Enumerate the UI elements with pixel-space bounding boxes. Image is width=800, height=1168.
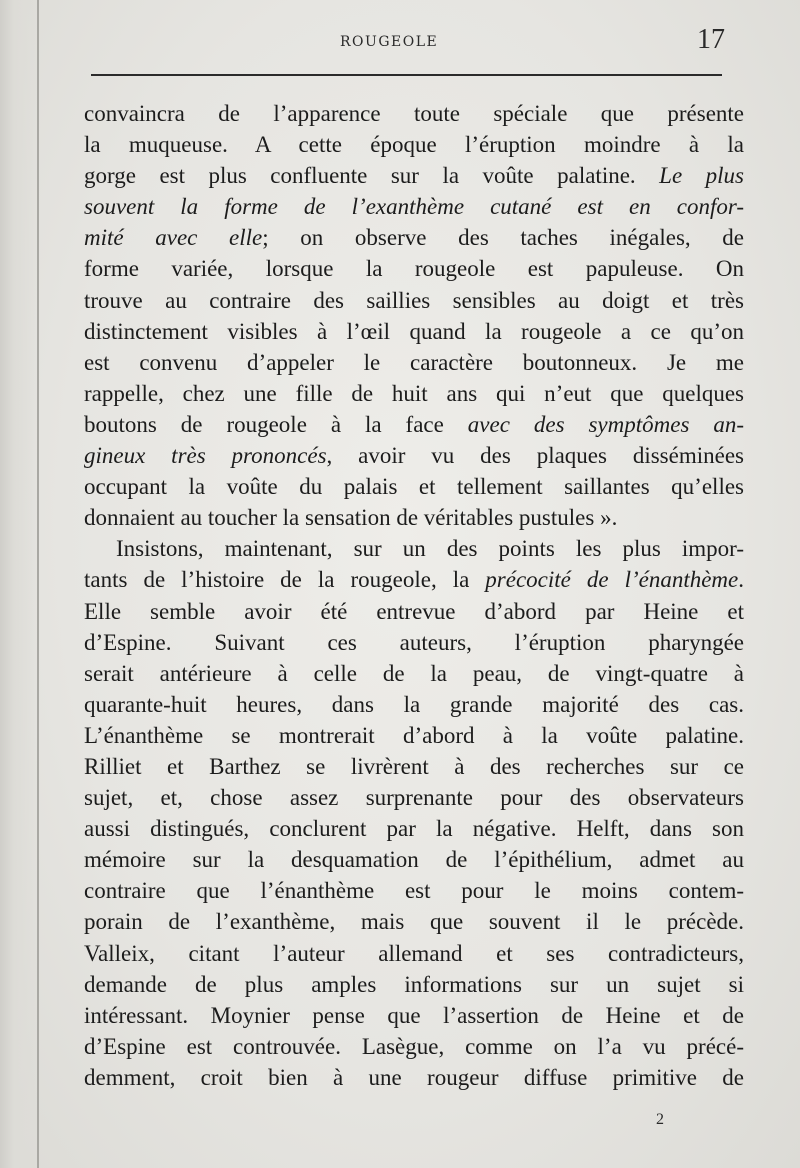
text-run: aussi distingués, conclurent par la négative. Helft, dans son xyxy=(84,816,744,842)
text-run: gorge est plus confluente sur la voûte palatine. xyxy=(84,163,660,189)
text-line xyxy=(84,564,744,595)
text-line xyxy=(84,285,744,316)
text-line xyxy=(84,689,744,720)
text-run: porain de l’exanthème, mais que souvent il le précède. xyxy=(84,909,744,935)
header-rule xyxy=(91,74,722,76)
text-line xyxy=(84,160,744,191)
italic-text-run: mité avec elle xyxy=(84,225,263,251)
text-run: ; on observe des taches inégales, de xyxy=(262,225,745,251)
text-line xyxy=(84,129,744,160)
text-line xyxy=(84,471,744,502)
text-line xyxy=(84,1062,744,1093)
text-line xyxy=(84,502,744,533)
text-line xyxy=(84,875,744,906)
text-line xyxy=(84,813,744,844)
text-run: L’énanthème se montrerait d’abord à la voûte palatine. xyxy=(84,722,744,748)
text-line xyxy=(84,844,744,875)
text-run: trouve au contraire des saillies sensibles au doigt et très xyxy=(84,287,744,313)
text-run: demment, croit bien à une rougeur diffuse primitive de xyxy=(84,1064,744,1090)
italic-text-run: précocité de l’énanthème xyxy=(485,567,739,593)
signature-mark: 2 xyxy=(656,1111,664,1128)
text-line xyxy=(84,316,744,347)
text-run: distinctement visibles à l’œil quand la rougeole a ce qu’on xyxy=(84,318,744,344)
text-line xyxy=(84,440,744,471)
text-run: Valleix, citant l’auteur allemand et ses contradicteurs, xyxy=(84,940,744,966)
text-line xyxy=(84,906,744,937)
text-run: , avoir vu des plaques disséminées xyxy=(326,443,744,469)
running-title: ROUGEOLE xyxy=(340,34,439,50)
text-line xyxy=(84,347,744,378)
text-line xyxy=(84,222,744,253)
text-line xyxy=(84,253,744,284)
italic-text-run: avec des symptômes an- xyxy=(467,411,745,437)
text-run: contraire que l’énanthème est pour le moins contem- xyxy=(84,878,744,904)
text-line xyxy=(84,782,744,813)
text-run: occupant la voûte du palais et tellement saillantes qu’elles xyxy=(84,474,744,500)
text-line xyxy=(84,596,744,627)
text-run: forme variée, lorsque la rougeole est papuleuse. On xyxy=(84,256,744,282)
text-line xyxy=(84,533,744,564)
text-run: mémoire sur la desquamation de l’épithélium, admet au xyxy=(84,847,744,873)
text-run: d’Espine est controuvée. Lasègue, comme on l’a vu précé- xyxy=(84,1033,744,1059)
italic-text-run: gineux très prononcés xyxy=(84,443,327,469)
binding-shadow xyxy=(0,0,40,1168)
text-line xyxy=(84,1000,744,1031)
text-run: . xyxy=(738,567,744,593)
text-run: donnaient au toucher la sensation de véritables pustules ». xyxy=(84,505,618,531)
text-run: quarante-huit heures, dans la grande majorité des cas. xyxy=(84,691,744,717)
text-run: sujet, et, chose assez surprenante pour des observateurs xyxy=(84,785,744,811)
binding-edge xyxy=(37,0,39,1168)
text-run: d’Espine. Suivant ces auteurs, l’éruption pharyngée xyxy=(84,629,744,655)
text-run: serait antérieure à celle de la peau, de vingt-quatre à xyxy=(84,660,744,686)
text-run: Elle semble avoir été entrevue d’abord par Heine et xyxy=(84,598,744,624)
text-line xyxy=(84,1031,744,1062)
text-run: est convenu d’appeler le caractère boutonneux. Je me xyxy=(84,349,744,375)
italic-text-run: souvent la forme de l’exanthème cutané est en confor- xyxy=(84,194,744,220)
text-line xyxy=(84,969,744,1000)
page-number: 17 xyxy=(697,24,725,55)
text-run: boutons de rougeole à la face xyxy=(84,411,468,437)
text-line xyxy=(84,938,744,969)
text-run: Rilliet et Barthez se livrèrent à des recherches sur ce xyxy=(84,753,744,779)
text-run: Insistons, maintenant, sur un des points les plus impor- xyxy=(116,536,744,562)
text-line xyxy=(84,720,744,751)
text-line xyxy=(84,658,744,689)
text-line xyxy=(84,751,744,782)
text-line xyxy=(84,627,744,658)
text-line xyxy=(84,98,744,129)
body-text xyxy=(84,98,744,1093)
text-run: rappelle, chez une fille de huit ans qui n’eut que quelques xyxy=(84,380,744,406)
text-run: la muqueuse. A cette époque l’éruption moindre à la xyxy=(84,132,744,158)
text-run: demande de plus amples informations sur un sujet si xyxy=(84,971,744,997)
text-line xyxy=(84,409,744,440)
text-run: convaincra de l’apparence toute spéciale que présente xyxy=(84,101,744,126)
text-run: intéressant. Moynier pense que l’assertion de Heine et de xyxy=(84,1002,744,1028)
text-run: tants de l’histoire de la rougeole, la xyxy=(84,567,486,593)
text-line xyxy=(84,378,744,409)
italic-text-run: Le plus xyxy=(659,163,745,189)
text-line xyxy=(84,191,744,222)
